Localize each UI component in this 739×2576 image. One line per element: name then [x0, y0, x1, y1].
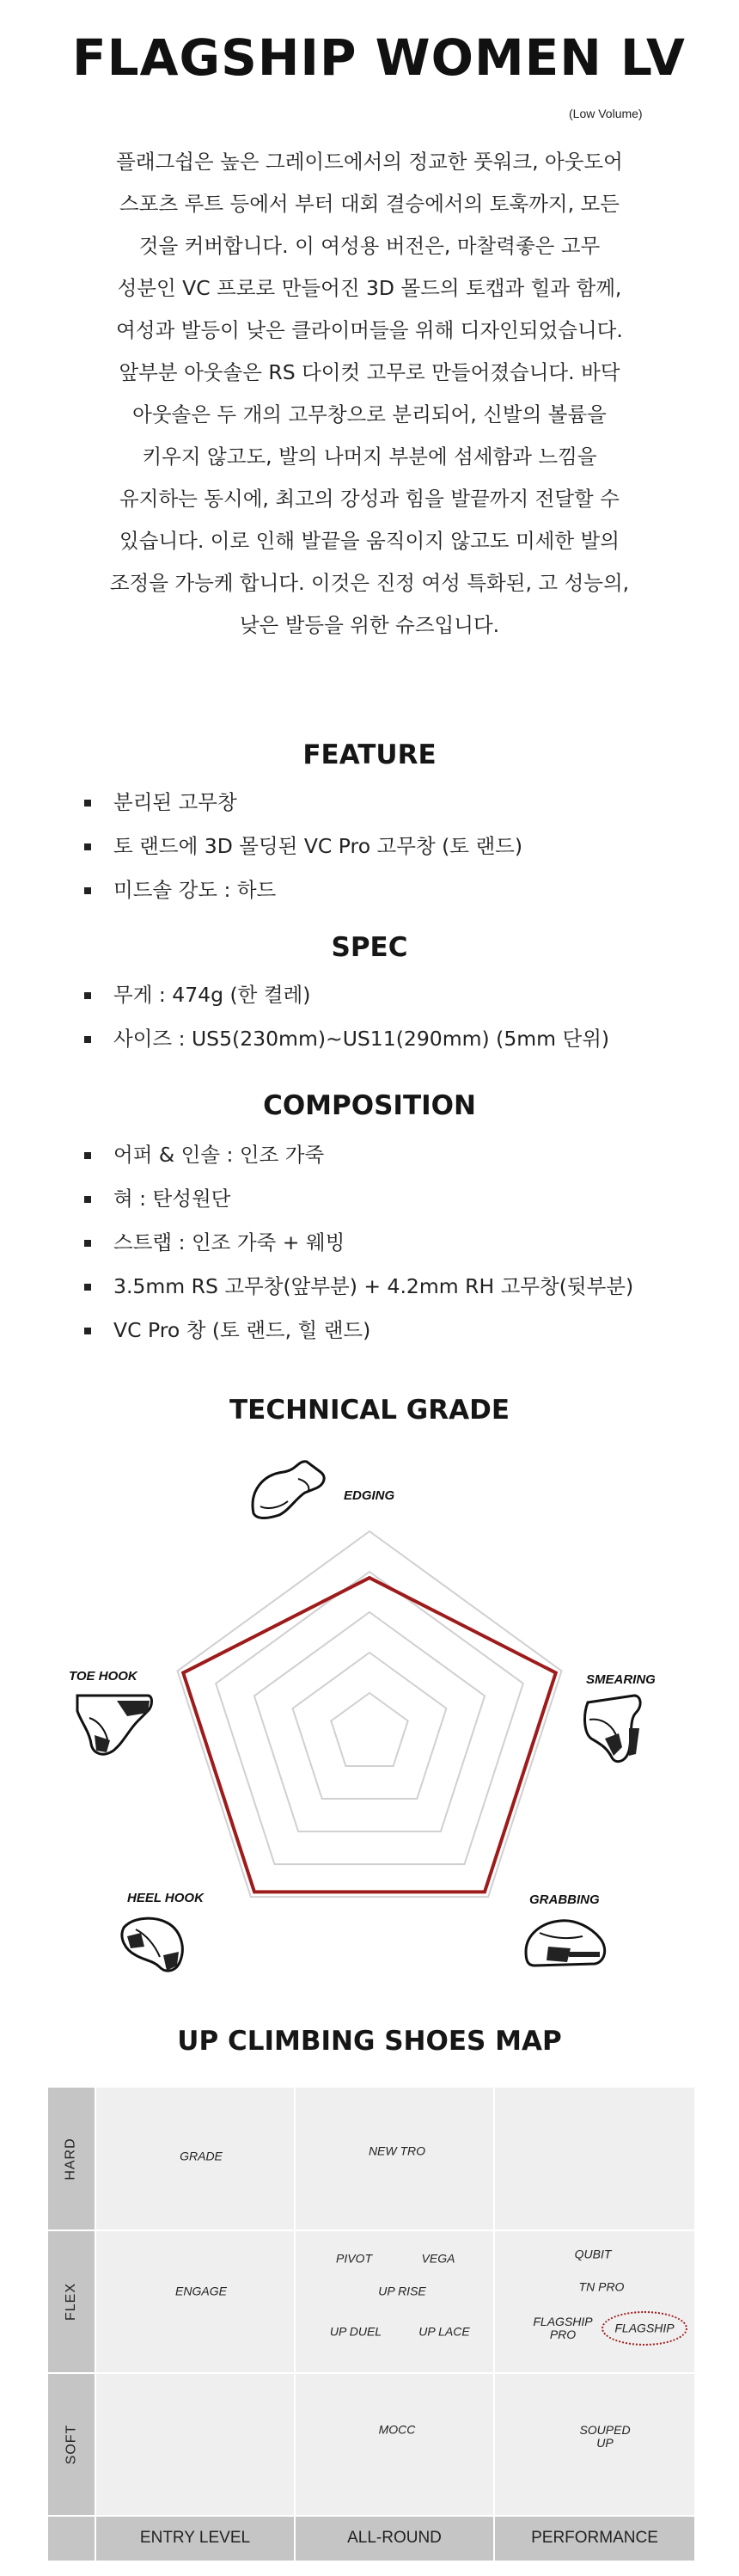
composition-item: 혀 : 탄성원단 — [81, 1177, 633, 1221]
composition-heading: COMPOSITION — [263, 1090, 476, 1121]
shoe-souped-up: SOUPED UP — [579, 2423, 631, 2450]
flagship-highlight-oval — [602, 2311, 687, 2346]
composition-item: 스트랩 : 인조 가죽 + 웨빙 — [81, 1221, 633, 1265]
x-label-performance: PERFORMANCE — [531, 2529, 658, 2547]
x-label-entry-level: ENTRY LEVEL — [139, 2529, 251, 2547]
map-divider — [493, 2088, 495, 2561]
heel-hook-shoe-icon — [122, 1918, 182, 1971]
map-divider — [48, 2229, 694, 2231]
feature-item: 토 랜드에 3D 몰딩된 VC Pro 고무창 (토 랜드) — [81, 825, 522, 868]
radar-grid-ring — [331, 1693, 407, 1766]
product-subtitle: (Low Volume) — [569, 107, 643, 120]
description-line: 키우지 않고도, 발의 나머지 부분에 섬세함과 느낌을 — [142, 445, 597, 469]
radar-grid — [178, 1531, 562, 1897]
technical-grade-heading: TECHNICAL GRADE — [229, 1395, 510, 1426]
map-divider — [48, 2372, 694, 2374]
composition-list — [81, 1133, 633, 1352]
spec-heading: SPEC — [331, 932, 408, 963]
spec-list — [81, 973, 609, 1061]
description-line: 여성과 발등이 낮은 클라이머들을 위해 디자인되었습니다. — [116, 318, 623, 342]
shoes-map-heading: UP CLIMBING SHOES MAP — [177, 2026, 562, 2057]
shoe-mocc: MOCC — [378, 2422, 416, 2437]
shoe-pivot: PIVOT — [335, 2251, 373, 2266]
shoe-tn-pro: TN PRO — [578, 2279, 625, 2294]
composition-item: 3.5mm RS 고무창(앞부분) + 4.2mm RH 고무창(뒷부분) — [81, 1265, 633, 1309]
description-line: 낮은 발등을 위한 슈즈입니다. — [239, 613, 500, 637]
smearing-shoe-icon — [585, 1696, 641, 1762]
shoe-vega: VEGA — [421, 2251, 455, 2266]
description-line: 성분인 VC 프로로 만들어진 3D 몰드의 토캡과 힐과 함께, — [117, 276, 622, 300]
toe-hook-shoe-icon — [77, 1696, 152, 1754]
axis-label-grabbing: GRABBING — [529, 1892, 600, 1907]
technical-grade-radar — [0, 1453, 739, 2003]
map-divider — [95, 2088, 96, 2561]
product-description — [38, 141, 701, 647]
feature-heading: FEATURE — [302, 739, 437, 770]
shoe-up-rise: UP RISE — [378, 2284, 426, 2298]
description-line: 플래그쉽은 높은 그레이드에서의 정교한 풋워크, 아웃도어 — [116, 150, 623, 174]
feature-item: 미드솔 강도 : 하드 — [81, 868, 522, 912]
shoe-grade: GRADE — [180, 2149, 223, 2163]
description-line: 있습니다. 이로 인해 발끝을 움직이지 않고도 미세한 발의 — [119, 529, 620, 553]
y-label-soft: SOFT — [63, 2424, 78, 2465]
description-line: 것을 커버합니다. 이 여성용 버전은, 마찰력좋은 고무 — [138, 234, 601, 258]
product-title: FLAGSHIP WOMEN LV — [72, 28, 686, 87]
radar-grid-ring — [293, 1653, 447, 1799]
spec-item: 사이즈 : US5(230mm)~US11(290mm) (5mm 단위) — [81, 1017, 609, 1061]
description-line: 유지하는 동시에, 최고의 강성과 힘을 발끝까지 전달할 수 — [119, 487, 620, 511]
x-label-all-round: ALL-ROUND — [347, 2529, 442, 2547]
composition-item: 어퍼 & 인솔 : 인조 가죽 — [81, 1133, 633, 1177]
description-line: 아웃솔은 두 개의 고무창으로 분리되어, 신발의 볼륨을 — [132, 402, 607, 426]
shoe-engage: ENGAGE — [175, 2284, 227, 2298]
shoe-qubit: QUBIT — [574, 2247, 612, 2261]
spec-item: 무게 : 474g (한 켤레) — [81, 973, 609, 1017]
shoe-up-duel: UP DUEL — [329, 2324, 382, 2339]
axis-label-edging: EDGING — [344, 1488, 395, 1503]
shoe-flagship-pro: FLAGSHIP PRO — [533, 2315, 593, 2341]
radar-grid-ring — [178, 1531, 562, 1897]
axis-label-smearing: SMEARING — [586, 1672, 656, 1687]
y-label-hard: HARD — [64, 2137, 78, 2180]
feature-list — [81, 781, 522, 912]
axis-label-heel-hook: HEEL HOOK — [127, 1891, 204, 1905]
axis-label-toe-hook: TOE HOOK — [69, 1669, 137, 1684]
y-label-flex: FLEX — [63, 2282, 78, 2321]
composition-item: VC Pro 창 (토 랜드, 힐 랜드) — [81, 1309, 633, 1352]
shoe-new-tro: NEW TRO — [368, 2144, 426, 2158]
shoe-flagship: FLAGSHIP — [614, 2321, 675, 2335]
shoe-up-lace: UP LACE — [418, 2324, 470, 2339]
map-divider — [294, 2088, 296, 2561]
description-line: 스포츠 루트 등에서 부터 대회 결승에서의 토훅까지, 모든 — [119, 192, 620, 216]
grabbing-shoe-icon — [526, 1921, 605, 1966]
feature-item: 분리된 고무창 — [81, 781, 522, 825]
description-line: 앞부분 아웃솔은 RS 다이컷 고무로 만들어졌습니다. 바닥 — [119, 360, 620, 384]
radar-value-polygon — [183, 1578, 556, 1892]
edging-shoe-icon — [253, 1462, 324, 1518]
description-line: 조정을 가능케 합니다. 이것은 진정 여성 특화된, 고 성능의, — [109, 571, 630, 595]
